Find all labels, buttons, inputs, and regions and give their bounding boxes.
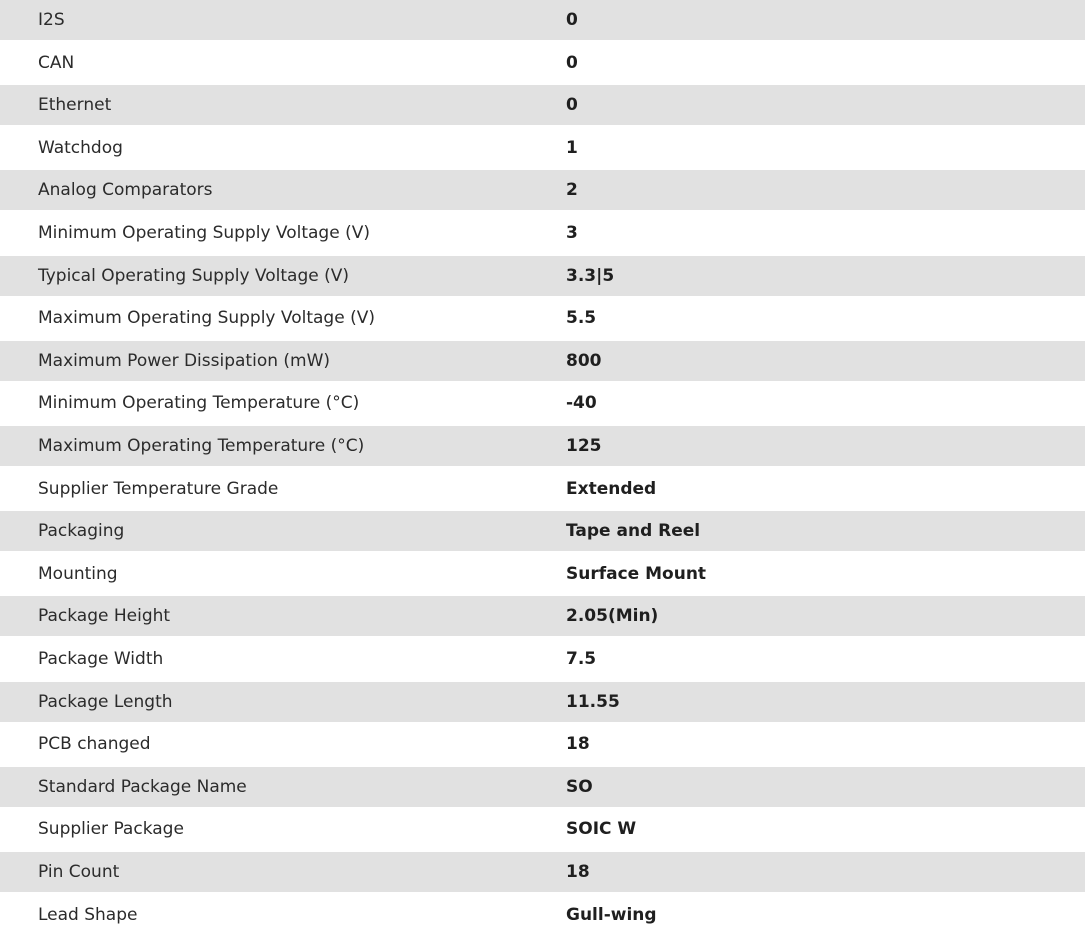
table-row	[0, 85, 1085, 125]
spec-label: PCB changed	[38, 734, 151, 754]
spec-label: Analog Comparators	[38, 180, 213, 200]
table-row	[0, 895, 1085, 935]
spec-value: 7.5	[566, 649, 597, 669]
table-row	[0, 213, 1085, 253]
spec-label: Watchdog	[38, 138, 123, 158]
table-row	[0, 43, 1085, 83]
spec-value: 3.3|5	[566, 266, 615, 286]
spec-value: 2	[566, 180, 578, 200]
spec-label: I2S	[38, 10, 65, 30]
spec-value: 0	[566, 10, 578, 30]
spec-label: Minimum Operating Supply Voltage (V)	[38, 223, 370, 243]
spec-value: 800	[566, 351, 602, 371]
table-row	[0, 639, 1085, 679]
spec-label: Mounting	[38, 564, 118, 584]
spec-label: Maximum Power Dissipation (mW)	[38, 351, 331, 371]
spec-value: 0	[566, 95, 578, 115]
table-row	[0, 682, 1085, 722]
spec-label: Ethernet	[38, 95, 112, 115]
spec-label: Packaging	[38, 521, 125, 541]
spec-value: SOIC W	[566, 819, 637, 839]
spec-value: 3	[566, 223, 578, 243]
spec-value: Tape and Reel	[566, 521, 701, 541]
spec-value: 18	[566, 734, 590, 754]
spec-label: Typical Operating Supply Voltage (V)	[38, 266, 349, 286]
table-row	[0, 852, 1085, 892]
spec-value: 0	[566, 53, 578, 73]
spec-value: Extended	[566, 479, 657, 499]
table-row	[0, 170, 1085, 210]
spec-value: 11.55	[566, 692, 620, 712]
table-row	[0, 383, 1085, 423]
table-row	[0, 767, 1085, 807]
spec-label: Package Length	[38, 692, 173, 712]
table-row	[0, 256, 1085, 296]
table-row	[0, 724, 1085, 764]
spec-value: Gull-wing	[566, 905, 657, 925]
spec-label: Supplier Temperature Grade	[38, 479, 279, 499]
table-row	[0, 298, 1085, 338]
spec-value: 5.5	[566, 308, 597, 328]
table-row	[0, 0, 1085, 40]
spec-label: Supplier Package	[38, 819, 184, 839]
table-row	[0, 596, 1085, 636]
spec-value: 1	[566, 138, 578, 158]
table-row	[0, 554, 1085, 594]
spec-label: Maximum Operating Temperature (°C)	[38, 436, 365, 456]
table-row	[0, 809, 1085, 849]
table-row	[0, 511, 1085, 551]
spec-label: Lead Shape	[38, 905, 138, 925]
spec-value: 2.05(Min)	[566, 606, 659, 626]
spec-value: 125	[566, 436, 602, 456]
spec-label: Maximum Operating Supply Voltage (V)	[38, 308, 375, 328]
spec-value: 18	[566, 862, 590, 882]
spec-label: Package Height	[38, 606, 171, 626]
table-row	[0, 469, 1085, 509]
table-row	[0, 426, 1085, 466]
spec-label: Standard Package Name	[38, 777, 247, 797]
table-row	[0, 128, 1085, 168]
table-row	[0, 341, 1085, 381]
spec-label: CAN	[38, 53, 75, 73]
spec-label: Minimum Operating Temperature (°C)	[38, 393, 360, 413]
spec-value: -40	[566, 393, 597, 413]
spec-label: Package Width	[38, 649, 164, 669]
spec-label: Pin Count	[38, 862, 120, 882]
spec-value: Surface Mount	[566, 564, 707, 584]
spec-value: SO	[566, 777, 593, 797]
